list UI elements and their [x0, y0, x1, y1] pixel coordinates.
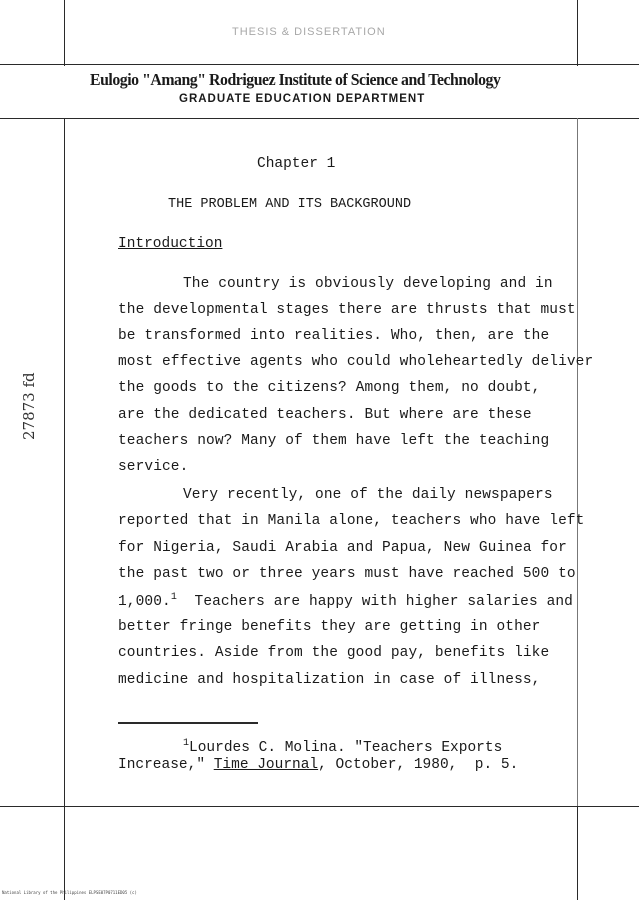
scan-footer: National Library of the Philippines ELPSE07P0711ED05 (c)	[2, 890, 137, 895]
footnote-publication: Time Journal	[213, 757, 319, 773]
top-right-vertical-rule	[577, 0, 578, 66]
body-line: most effective agents who could wholeheartedly deliver	[118, 354, 594, 370]
header-bottom-rule	[0, 118, 639, 119]
right-margin-rule	[577, 118, 578, 808]
body-line-with-footnote-ref	[118, 592, 573, 610]
footnote-line-1	[183, 738, 502, 756]
body-line: countries. Aside from the good pay, benefits like	[118, 645, 550, 661]
body-line: medicine and hospitalization in case of illness,	[118, 672, 541, 688]
body-line: be transformed into realities. Who, then, are the	[118, 328, 550, 344]
body-line: the past two or three years must have reached 500 to	[118, 566, 576, 582]
body-line: The country is obviously developing and in	[183, 276, 553, 292]
body-line: for Nigeria, Saudi Arabia and Papua, New Guinea for	[118, 540, 567, 556]
footnote-line-2	[118, 757, 518, 773]
ref-text-post: Teachers are happy with higher salaries and	[176, 594, 573, 610]
body-line: service.	[118, 459, 189, 475]
section-heading: Introduction	[118, 236, 223, 252]
archive-stamp: THESIS & DISSERTATION	[232, 26, 386, 38]
ref-text-pre: 1,000.	[118, 594, 171, 610]
body-line: the goods to the citizens? Among them, no doubt,	[118, 380, 541, 396]
body-line: teachers now? Many of them have left the teaching	[118, 433, 550, 449]
body-line: are the dedicated teachers. But where are these	[118, 407, 532, 423]
body-line: better fringe benefits they are getting in other	[118, 619, 541, 635]
footnote-text-post: , October, 1980, p. 5.	[318, 757, 519, 773]
chapter-title: THE PROBLEM AND ITS BACKGROUND	[168, 197, 412, 212]
footnote-reference: 1	[170, 592, 177, 603]
footnote-author: Lourdes C. Molina. "Teachers Exports	[189, 740, 503, 756]
bottom-right-vertical-rule	[577, 806, 578, 900]
institution-name: Eulogio "Amang" Rodriguez Institute of Science and Technology	[90, 70, 501, 89]
left-margin-rule	[64, 118, 65, 808]
handwritten-accession-number: 27873 fd	[20, 372, 38, 440]
department-name: GRADUATE EDUCATION DEPARTMENT	[179, 93, 426, 105]
header-top-rule	[0, 64, 639, 65]
body-line: Very recently, one of the daily newspapers	[183, 487, 553, 503]
bottom-left-vertical-rule	[64, 806, 65, 900]
chapter-number: Chapter 1	[257, 156, 336, 172]
footnote-number: 1	[183, 738, 190, 749]
top-left-vertical-rule	[64, 0, 65, 66]
footer-rule	[0, 806, 639, 807]
footnote-text-pre: Increase,"	[118, 757, 214, 773]
body-line: reported that in Manila alone, teachers who have left	[118, 513, 585, 529]
body-line: the developmental stages there are thrusts that must	[118, 302, 576, 318]
footnote-separator	[118, 722, 258, 724]
